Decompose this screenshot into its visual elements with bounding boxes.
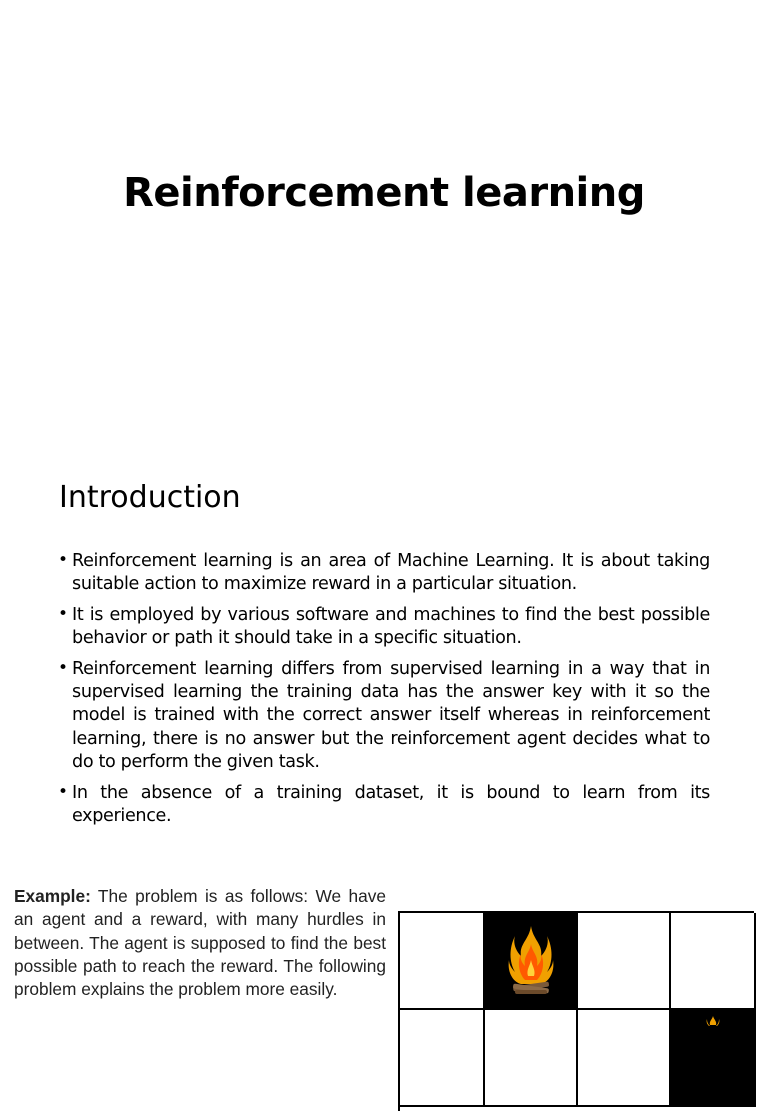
fire-icon [505,922,557,1000]
bullet-text: In the absence of a training dataset, it is bound to learn from its experience. [72,782,710,827]
bullet-icon: • [58,781,68,802]
bullet-text: Reinforcement learning differs from supervised learning in a way that in supervised learning the training data has the answer key with it so the model is trained with the correct answer itself whereas in reinforcement learning, there is no answer but the reinforcement agent decides what to do to perform the given task. [72,658,710,773]
environment-grid [398,911,754,1111]
fire-icon [701,1014,725,1028]
bullet-icon: • [58,550,68,570]
bullet-icon: • [58,603,68,624]
grid-cell [400,913,485,1010]
list-item [58,782,710,829]
grid-cell [400,1010,485,1107]
bullet-icon: • [58,657,68,678]
example-body: The problem is as follows: We have an agent and a reward, with many hurdles in between. The agent is supposed to find the best possible path to reach the reward. The following problem explains the problem more easily. [14,886,386,1000]
list-item [58,550,710,597]
list-item [58,604,710,651]
example-paragraph [14,885,386,1001]
example-label: Example: [14,886,91,906]
bullet-text: Reinforcement learning is an area of Machine Learning. It is about taking suitable action to maximize reward in a particular situation. [72,551,710,595]
grid-cell [578,1010,671,1107]
page-title: Reinforcement learning [123,170,645,216]
bullet-list [58,550,710,835]
grid-cell-fire [485,913,578,1010]
grid-cell [485,1010,578,1107]
grid-cell [671,913,756,1010]
list-item [58,658,710,775]
grid-cell [578,913,671,1010]
grid-cell-fire [671,1010,756,1107]
section-heading: Introduction [59,480,241,515]
bullet-text: It is employed by various software and machines to find the best possible behavior or path it should take in a specific situation. [72,604,710,649]
